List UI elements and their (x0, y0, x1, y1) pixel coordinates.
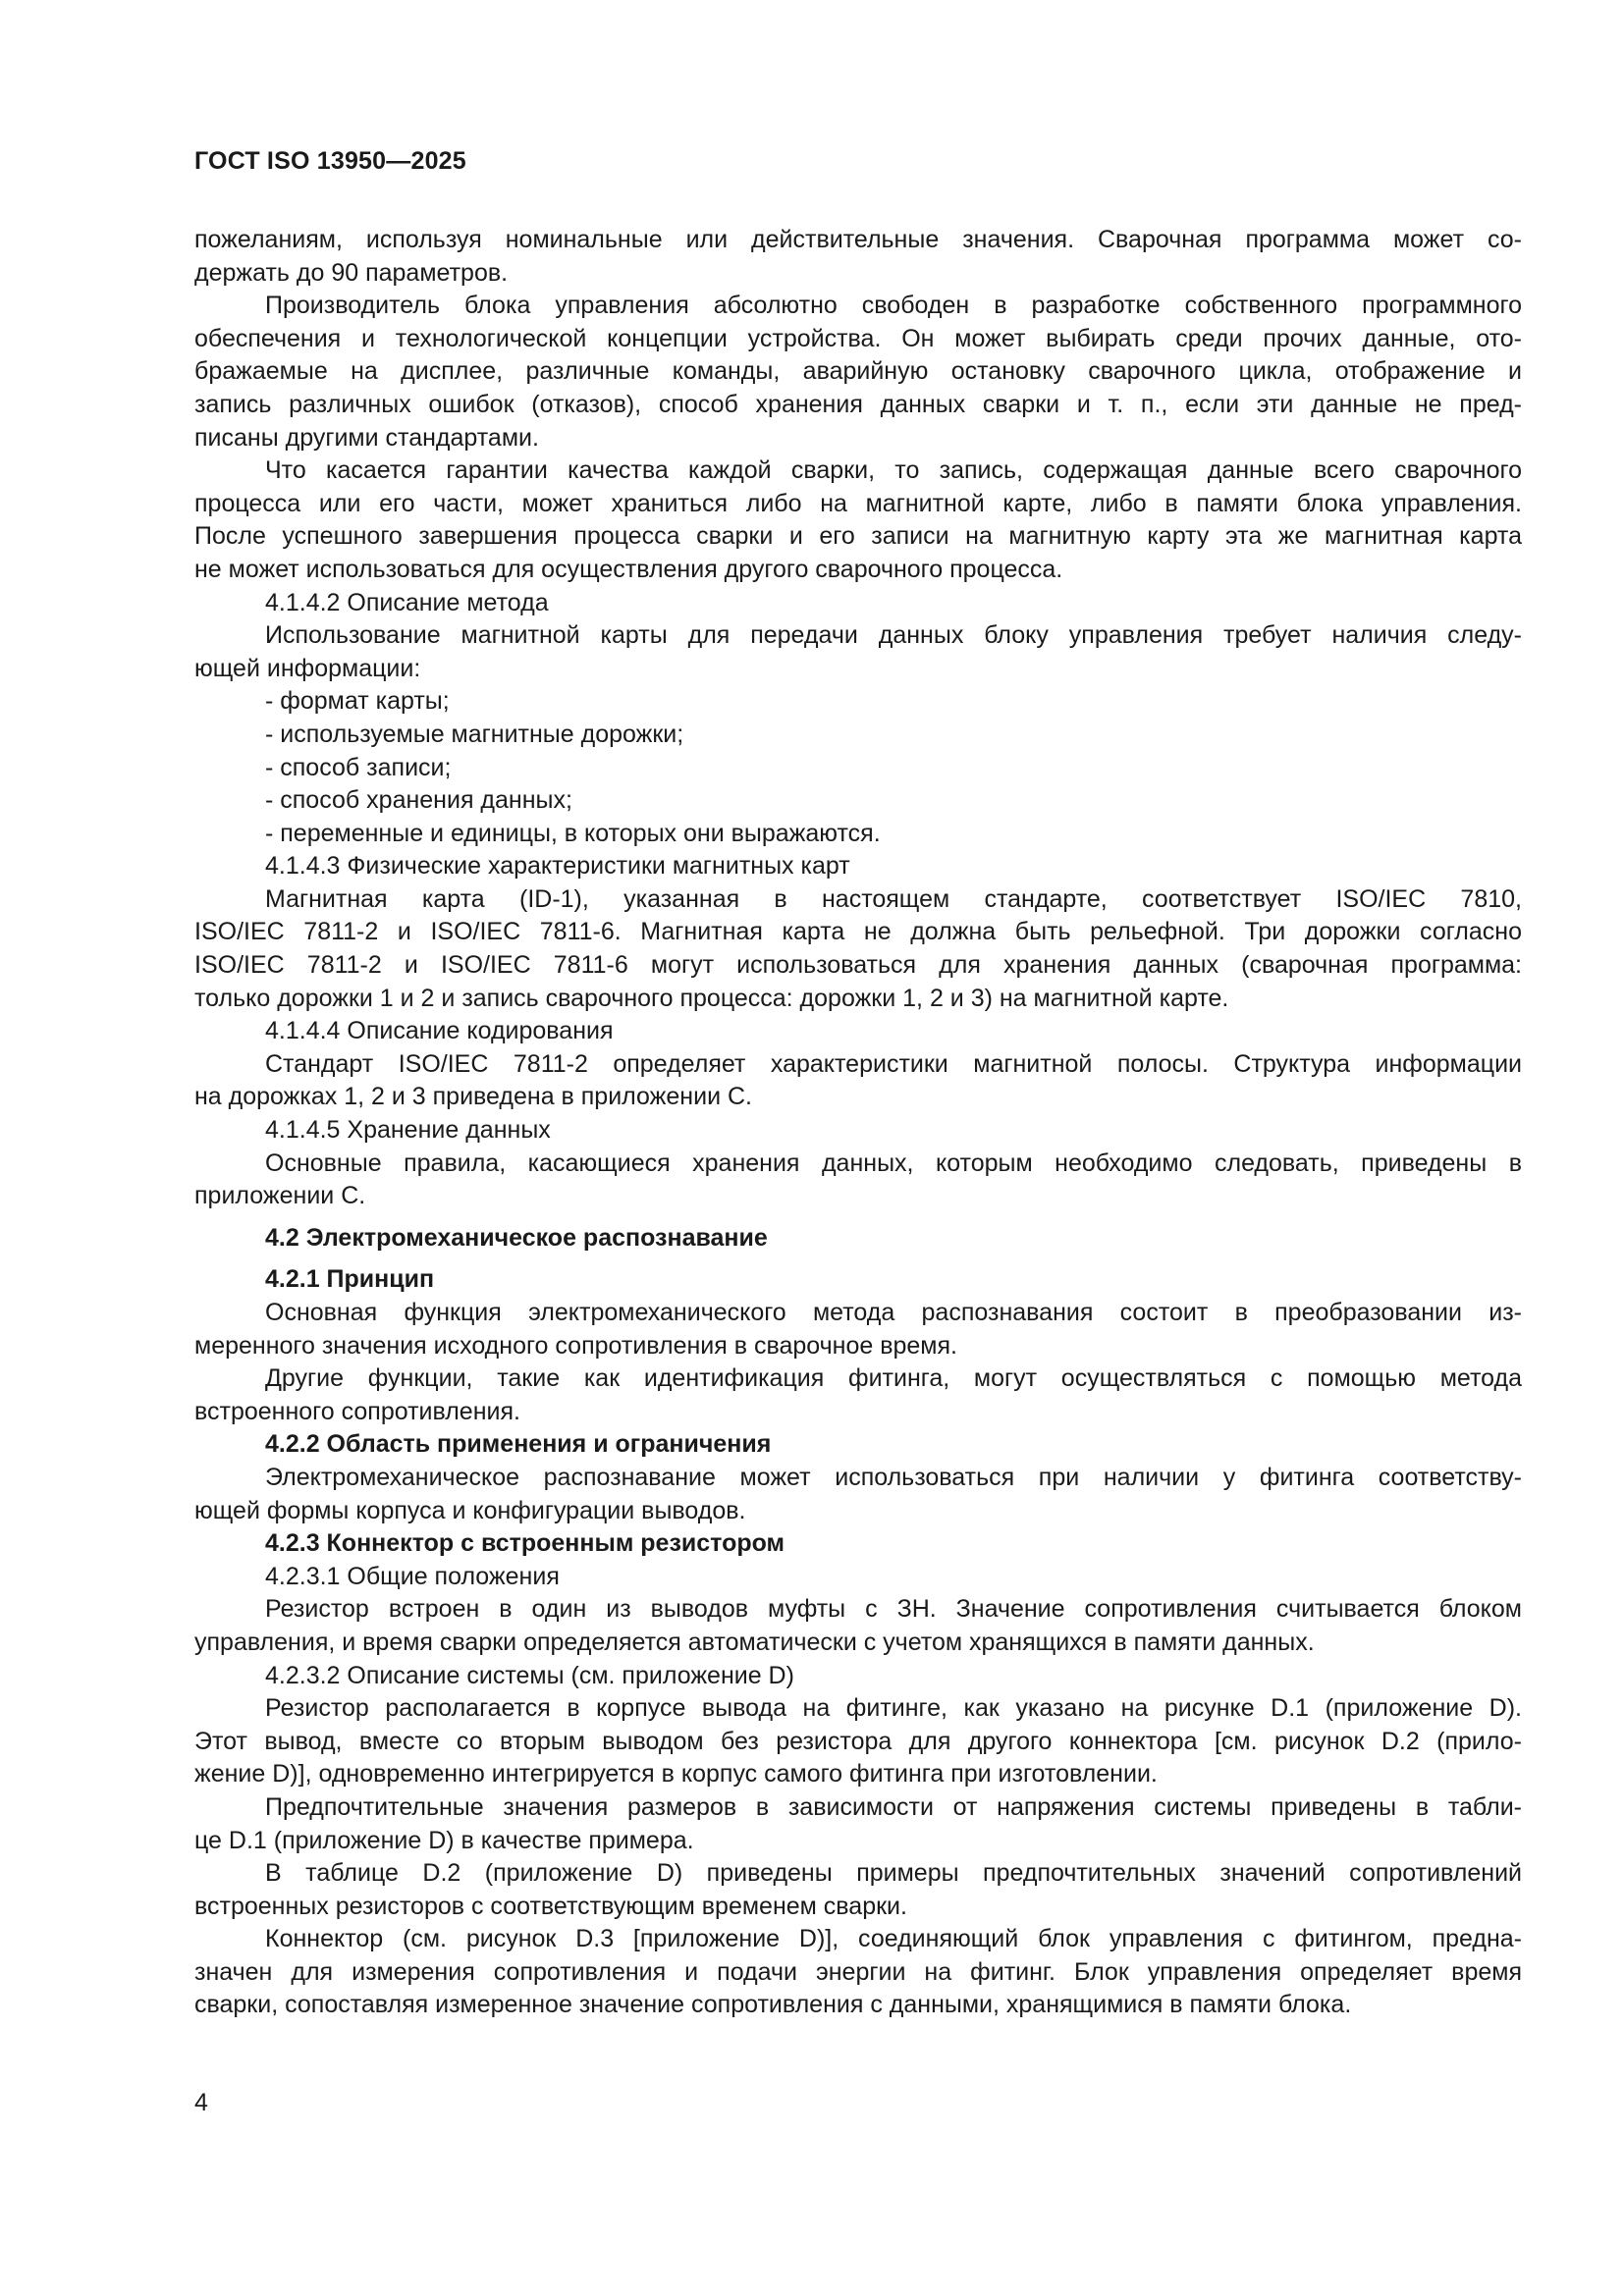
text-line: встроенных резисторов с соответствующим временем сварки. (194, 1892, 907, 1920)
text-line: Основная функция электромеханического метода распознавания состоит в преобразовании из- (265, 1299, 1522, 1326)
section-heading-4-1-4-5: 4.1.4.5 Хранение данных (265, 1116, 551, 1145)
section-heading-4-2-3-2: 4.2.3.2 Описание системы (см. приложение D) (265, 1661, 794, 1689)
list-item: - способ записи; (265, 753, 452, 781)
section-heading-4-1-4-3: 4.1.4.3 Физические характеристики магнитных карт (265, 852, 850, 881)
text-line: Резистор встроен в один из выводов муфты с ЗН. Значение сопротивления считывается блоком (265, 1595, 1522, 1624)
text-line: В таблице D.2 (приложение D) приведены примеры предпочтительных значений сопротивлений (265, 1859, 1522, 1888)
text-line: на дорожках 1, 2 и 3 приведена в приложении С. (194, 1083, 752, 1111)
page-number: 4 (194, 2089, 208, 2116)
text-line: Использование магнитной карты для передачи данных блоку управления требует наличия следу- (265, 621, 1522, 650)
text-line: Производитель блока управления абсолютно свободен в разработке собственного программного (265, 292, 1522, 320)
paragraph (194, 290, 1522, 454)
text-line: Другие функции, такие как идентификация фитинга, могут осуществляться с помощью метода (265, 1364, 1522, 1393)
section-spacer (194, 1255, 1522, 1263)
text-line: меренного значения исходного сопротивления в сварочное время. (194, 1331, 957, 1360)
text-line: управления, и время сварки определяется автоматически с учетом хранящихся в памяти данных. (194, 1628, 1315, 1656)
document-body (194, 224, 1522, 2022)
text-line: только дорожки 1 и 2 и запись сварочного процесса: дорожки 1, 2 и 3) на магнитной карте. (194, 984, 1229, 1012)
list-item: - способ хранения данных; (265, 786, 572, 815)
paragraph (194, 1923, 1522, 2022)
text-line: писаны другими стандартами. (194, 423, 539, 452)
section-heading-4-1-4-2: 4.1.4.2 Описание метода (265, 588, 549, 616)
text-line: ющей информации: (194, 654, 421, 682)
section-heading-4-2-1: 4.2.1 Принцип (265, 1265, 435, 1294)
text-line: ющей формы корпуса и конфигурации выводов. (194, 1496, 746, 1524)
section-heading-4-2-2: 4.2.2 Область применения и ограничения (265, 1430, 772, 1459)
paragraph (194, 1692, 1522, 1791)
paragraph (194, 1297, 1522, 1362)
text-line: пожеланиям, используя номинальные или действительные значения. Сварочная программа может со- (194, 226, 1522, 253)
paragraph (194, 224, 1522, 290)
list-item: - формат карты; (265, 687, 450, 716)
list-item: - переменные и единицы, в которых они выражаются. (265, 819, 881, 847)
text-line: встроенного сопротивления. (194, 1397, 520, 1425)
text-line: жение D)], одновременно интегрируется в корпус самого фитинга при изготовлении. (194, 1760, 1158, 1789)
section-spacer (194, 1213, 1522, 1222)
text-line: Основные правила, касающиеся хранения данных, которым необходимо следовать, приведены в (265, 1148, 1522, 1177)
text-line: Этот вывод, вместе со вторым выводом без резистора для другого коннектора [см. рисунок D.2 (прило- (194, 1727, 1522, 1755)
paragraph (194, 1362, 1522, 1428)
paragraph (194, 1593, 1522, 1659)
paragraph (194, 1791, 1522, 1857)
text-line: бражаемые на дисплее, различные команды, аварийную остановку сварочного цикла, отображение и (194, 357, 1522, 386)
text-line: приложении С. (194, 1182, 366, 1210)
section-heading-4-2-3: 4.2.3 Коннектор с встроенным резистором (265, 1529, 785, 1558)
text-line: После успешного завершения процесса сварки и его записи на магнитную карту эта же магнитная карта (194, 522, 1522, 551)
document-header: ГОСТ ISO 13950—2025 (194, 147, 466, 175)
text-line: Что касается гарантии качества каждой сварки, то запись, содержащая данные всего сварочного (265, 456, 1522, 485)
text-line: значен для измерения сопротивления и подачи энергии на фитинг. Блок управления определяет время (194, 1957, 1522, 1986)
text-line: ISO/IEC 7811-2 и ISO/IEC 7811-6 могут использоваться для хранения данных (сварочная программа: (194, 951, 1522, 980)
paragraph (194, 619, 1522, 685)
text-line: сварки, сопоставляя измеренное значение сопротивления с данными, хранящимися в памяти блока. (194, 1991, 1352, 2019)
paragraph (194, 1148, 1522, 1213)
paragraph (194, 1048, 1522, 1114)
text-line: не может использоваться для осуществления другого сварочного процесса. (194, 555, 1063, 583)
text-line: процесса или его части, может храниться либо на магнитной карте, либо в памяти блока управления. (194, 489, 1522, 517)
bullet-list (194, 685, 1522, 850)
paragraph (194, 454, 1522, 586)
text-line: ISO/IEC 7811-2 и ISO/IEC 7811-6. Магнитная карта не должна быть рельефной. Три дорожки согласно (194, 918, 1522, 946)
paragraph (194, 883, 1522, 1015)
text-line: Резистор располагается в корпусе вывода на фитинге, как указано на рисунке D.1 (приложение D). (265, 1694, 1522, 1723)
text-line: Магнитная карта (ID-1), указанная в настоящем стандарте, соответствует ISO/IEC 7810, (265, 884, 1522, 913)
list-item: - используемые магнитные дорожки; (265, 720, 684, 748)
section-heading-4-2: 4.2 Электромеханическое распознавание (265, 1223, 768, 1252)
text-line: запись различных ошибок (отказов), способ хранения данных сварки и т. п., если эти данные не пред- (194, 390, 1522, 418)
text-line: обеспечения и технологической концепции устройства. Он может выбирать среди прочих данные, ото- (194, 324, 1522, 352)
paragraph (194, 1462, 1522, 1527)
text-line: Стандарт ISO/IEC 7811-2 определяет характеристики магнитной полосы. Структура информации (265, 1049, 1522, 1078)
section-heading-4-1-4-4: 4.1.4.4 Описание кодирования (265, 1017, 614, 1045)
paragraph (194, 1857, 1522, 1923)
text-line: Коннектор (см. рисунок D.3 [приложение D)], соединяющий блок управления с фитингом, предна- (265, 1925, 1522, 1953)
text-line: це D.1 (приложение D) в качестве примера. (194, 1826, 694, 1854)
text-line: Электромеханическое распознавание может использоваться при наличии у фитинга соответству- (265, 1463, 1522, 1491)
text-line: Предпочтительные значения размеров в зависимости от напряжения системы приведены в табли- (265, 1792, 1522, 1821)
section-heading-4-2-3-1: 4.2.3.1 Общие положения (265, 1562, 560, 1590)
text-line: держать до 90 параметров. (194, 258, 509, 287)
